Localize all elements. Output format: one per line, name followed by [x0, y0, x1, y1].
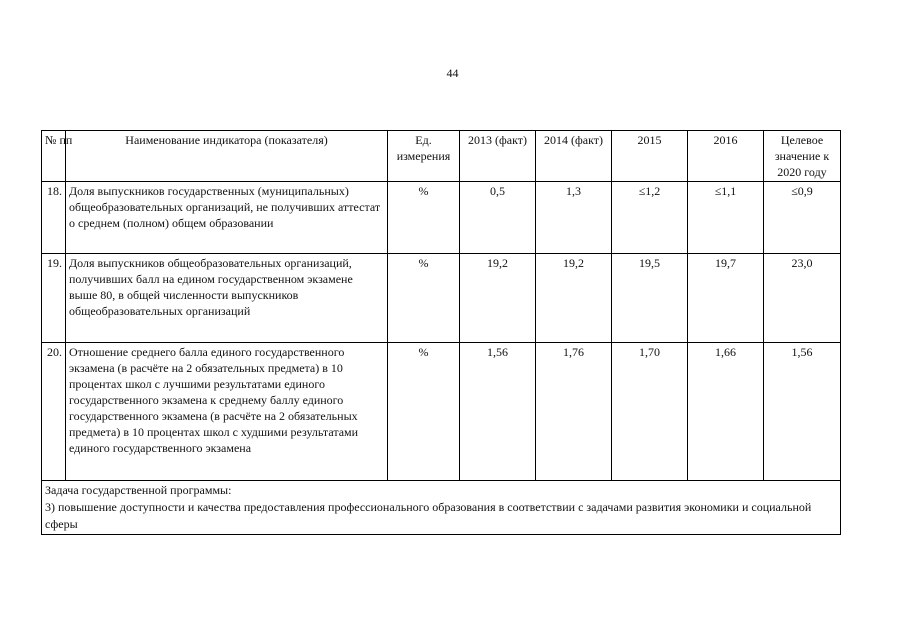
table-row — [42, 182, 841, 254]
value-2013: 1,56 — [460, 343, 536, 481]
row-num: 19. — [42, 254, 66, 343]
indicator-name: Доля выпускников общеобразовательных организаций, получивших балл на едином государственном экзамене выше 80, в общей численности выпускников общеобразовательных организаций — [66, 254, 388, 343]
header-row — [42, 131, 841, 182]
header-num: № пп — [42, 131, 66, 182]
task-text: 3) повышение доступности и качества предоставления профессионального образования в соответствии с задачами развития экономики и социальной сферы — [45, 500, 812, 531]
row-num: 18. — [42, 182, 66, 254]
indicator-name: Отношение среднего балла единого государственного экзамена (в расчёте на 2 обязательных предмета) в 10 процентах школ с лучшими результатами единого государственного экзамена к среднему баллу единого государственного экзамена (в расчёте на 2 обязательных предмета) в 10 процентах школ с худшими результатами единого государственного экзамена — [66, 343, 388, 481]
page-number: 44 — [446, 66, 459, 80]
value-target: 23,0 — [764, 254, 841, 343]
value-2016: 1,66 — [688, 343, 764, 481]
unit-cell: % — [388, 254, 460, 343]
value-2013: 19,2 — [460, 254, 536, 343]
value-2015: 19,5 — [612, 254, 688, 343]
task-label: Задача государственной программы: — [45, 483, 232, 497]
header-2015: 2015 — [612, 131, 688, 182]
task-row — [42, 481, 841, 535]
value-2013: 0,5 — [460, 182, 536, 254]
value-target: 1,56 — [764, 343, 841, 481]
header-2014: 2014 (факт) — [536, 131, 612, 182]
value-2014: 1,76 — [536, 343, 612, 481]
indicators-table — [41, 130, 841, 535]
value-target: ≤0,9 — [764, 182, 841, 254]
table-row — [42, 254, 841, 343]
row-num: 20. — [42, 343, 66, 481]
header-2016: 2016 — [688, 131, 764, 182]
value-2015: 1,70 — [612, 343, 688, 481]
header-target: Целевое значение к 2020 году — [764, 131, 841, 182]
task-cell — [42, 481, 841, 535]
value-2015: ≤1,2 — [612, 182, 688, 254]
indicator-name: Доля выпускников государственных (муниципальных) общеобразовательных организаций, не получивших аттестат о среднем (полном) общем образовании — [66, 182, 388, 254]
value-2016: ≤1,1 — [688, 182, 764, 254]
value-2016: 19,7 — [688, 254, 764, 343]
unit-cell: % — [388, 343, 460, 481]
header-2013: 2013 (факт) — [460, 131, 536, 182]
unit-cell: % — [388, 182, 460, 254]
value-2014: 19,2 — [536, 254, 612, 343]
header-name: Наименование индикатора (показателя) — [66, 131, 388, 182]
header-unit: Ед. измерения — [388, 131, 460, 182]
table-row — [42, 343, 841, 481]
value-2014: 1,3 — [536, 182, 612, 254]
